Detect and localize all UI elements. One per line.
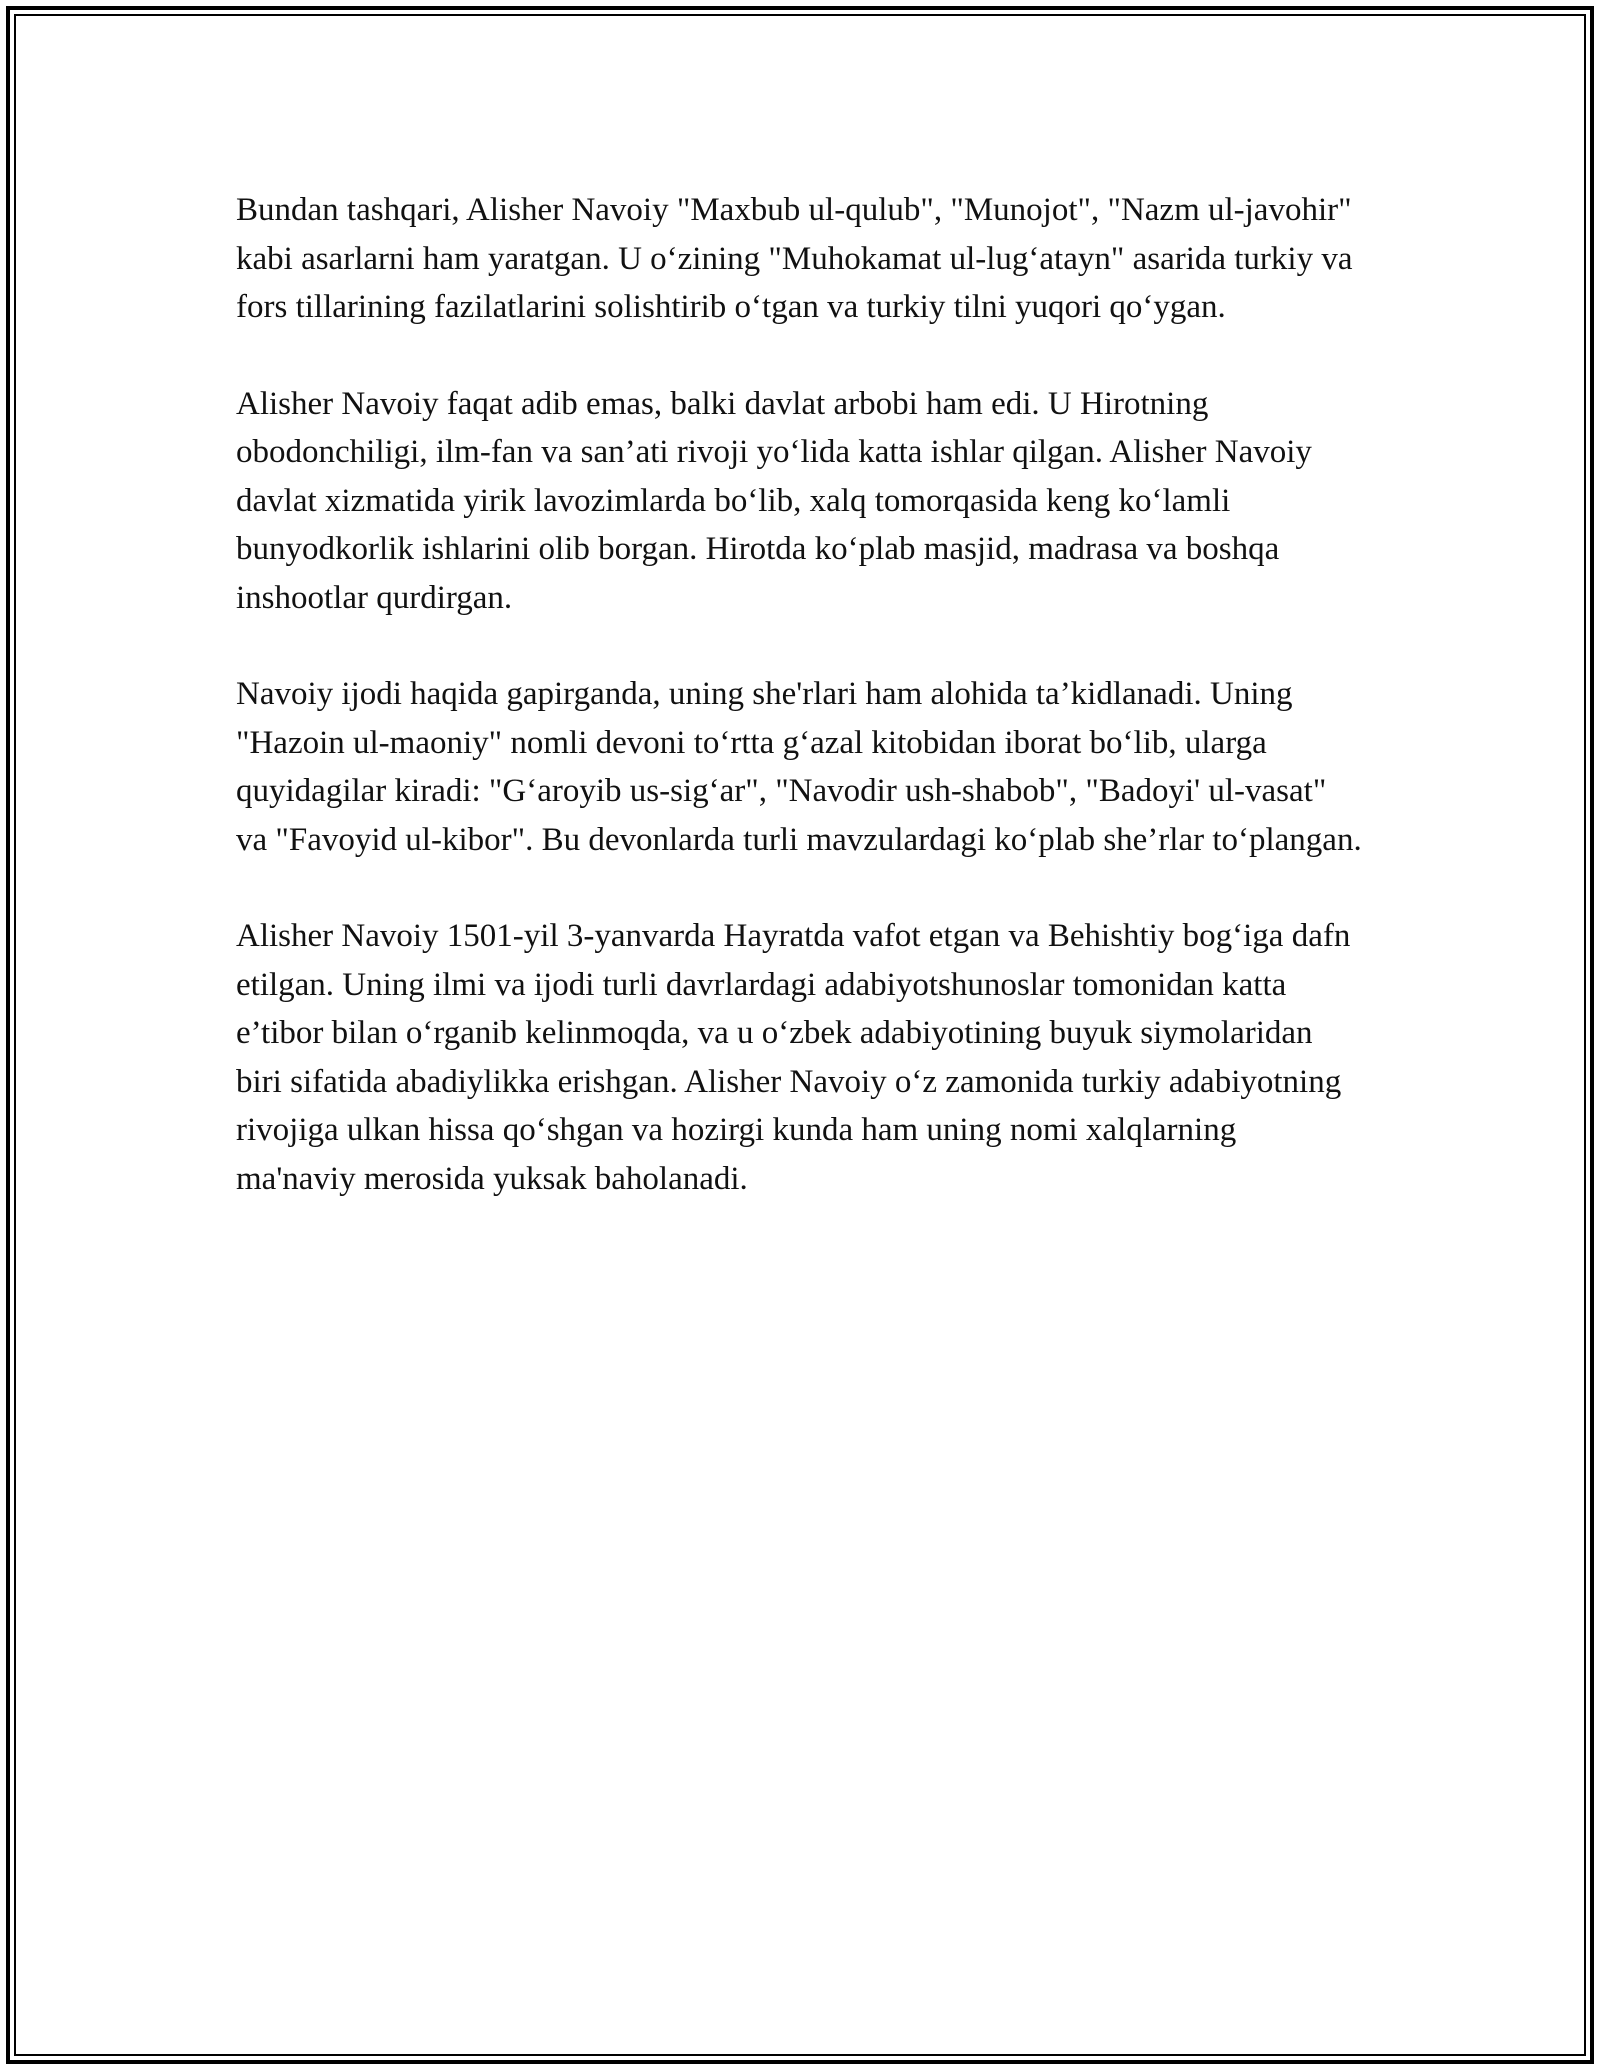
paragraph-2: Alisher Navoiy faqat adib emas, balki davlat arbobi ham edi. U Hirotning obodonchiligi, ilm-fan va san’ati rivoji yo‘lida katta ishlar qilgan. Alisher Navoiy davlat xizmatida yirik lavozimlarda bo‘lib, xalq tomorqasida keng ko‘lamli bunyodkorlik ishlarini olib borgan. Hirotda ko‘plab masjid, madrasa va boshqa inshootlar qurdirgan. [236, 385, 1312, 616]
paragraph-3: Navoiy ijodi haqida gapirganda, uning she'rlari ham alohida ta’kidlanadi. Uning "Hazoin ul-maoniy" nomli devoni to‘rtta g‘azal kitobidan iborat bo‘lib, ularga quyidagilar kiradi: "G‘aroyib us-sig‘ar", "Navodir ush-shabob", "Badoyi' ul-vasat" va "Favoyid ul-kibor". Bu devonlarda turli mavzulardagi ko‘plab she’rlar to‘plangan. [236, 676, 1362, 858]
document-body [236, 186, 1364, 1251]
paragraph-1: Bundan tashqari, Alisher Navoiy "Maxbub ul-qulub", "Munojot", "Nazm ul-javohir" kabi asarlarni ham yaratgan. U o‘zining "Muhokamat ul-lug‘atayn" asarida turkiy va fors tillarining fazilatlarini solishtirib o‘tgan va turkiy tilni yuqori qo‘ygan. [236, 192, 1353, 325]
paragraph-4: Alisher Navoiy 1501-yil 3-yanvarda Hayratda vafot etgan va Behishtiy bog‘iga dafn etilgan. Uning ilmi va ijodi turli davrlardagi adabiyotshunoslar tomonidan katta e’tibor bilan o‘rganib kelinmoqda, va u o‘zbek adabiyotining buyuk siymolaridan biri sifatida abadiylikka erishgan. Alisher Navoiy o‘z zamonida turkiy adabiyotning rivojiga ulkan hissa qo‘shgan va hozirgi kunda ham uning nomi xalqlarning ma'naviy merosida yuksak baholanadi. [236, 918, 1351, 1197]
